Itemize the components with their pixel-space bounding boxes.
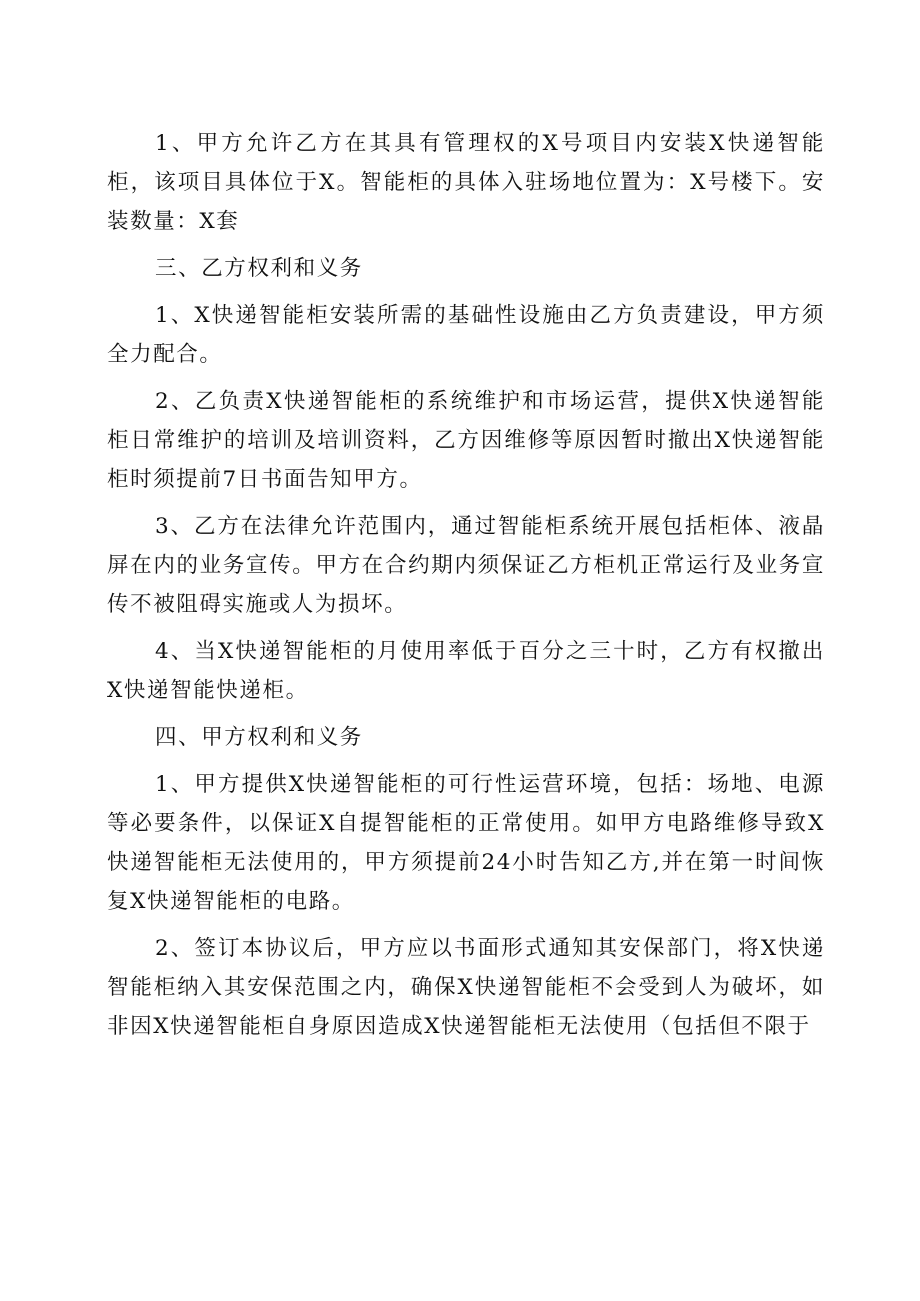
clause-paragraph: 1、甲方允许乙方在其具有管理权的X号项目内安装X快递智能柜，该项目具体位于X。智能柜的具体入驻场地位置为：X号楼下。安装数量：X套 bbox=[107, 131, 825, 234]
clause-paragraph: 1、X快递智能柜安装所需的基础性设施由乙方负责建设，甲方须全力配合。 bbox=[107, 303, 825, 367]
clause-paragraph: 2、乙负责X快递智能柜的系统维护和市场运营，提供X快递智能柜日常维护的培训及培训资料，乙方因维修等原因暂时撤出X快递智能柜时须提前7日书面告知甲方。 bbox=[107, 389, 825, 492]
clause-paragraph: 3、乙方在法律允许范围内，通过智能柜系统开展包括柜体、液晶屏在内的业务宣传。甲方在合约期内须保证乙方柜机正常运行及业务宣传不被阻碍实施或人为损坏。 bbox=[107, 514, 825, 617]
clause-paragraph: 4、当X快递智能柜的月使用率低于百分之三十时，乙方有权撤出X快递智能快递柜。 bbox=[107, 639, 825, 703]
clause-paragraph: 1、甲方提供X快递智能柜的可行性运营环境，包括：场地、电源等必要条件，以保证X自提智能柜的正常使用。如甲方电路维修导致X快递智能柜无法使用的，甲方须提前24小时告知乙方,并在第一时间恢复X快递智能柜的电路。 bbox=[107, 772, 825, 914]
section-heading: 三、乙方权利和义务 bbox=[155, 256, 363, 281]
clause-paragraph: 2、签订本协议后，甲方应以书面形式通知其安保部门，将X快递智能柜纳入其安保范围之内，确保X快递智能柜不会受到人为破坏，如非因X快递智能柜自身原因造成X快递智能柜无法使用（包括但不限于 bbox=[107, 936, 825, 1039]
document-body bbox=[107, 124, 825, 1054]
section-heading: 四、甲方权利和义务 bbox=[155, 725, 363, 750]
